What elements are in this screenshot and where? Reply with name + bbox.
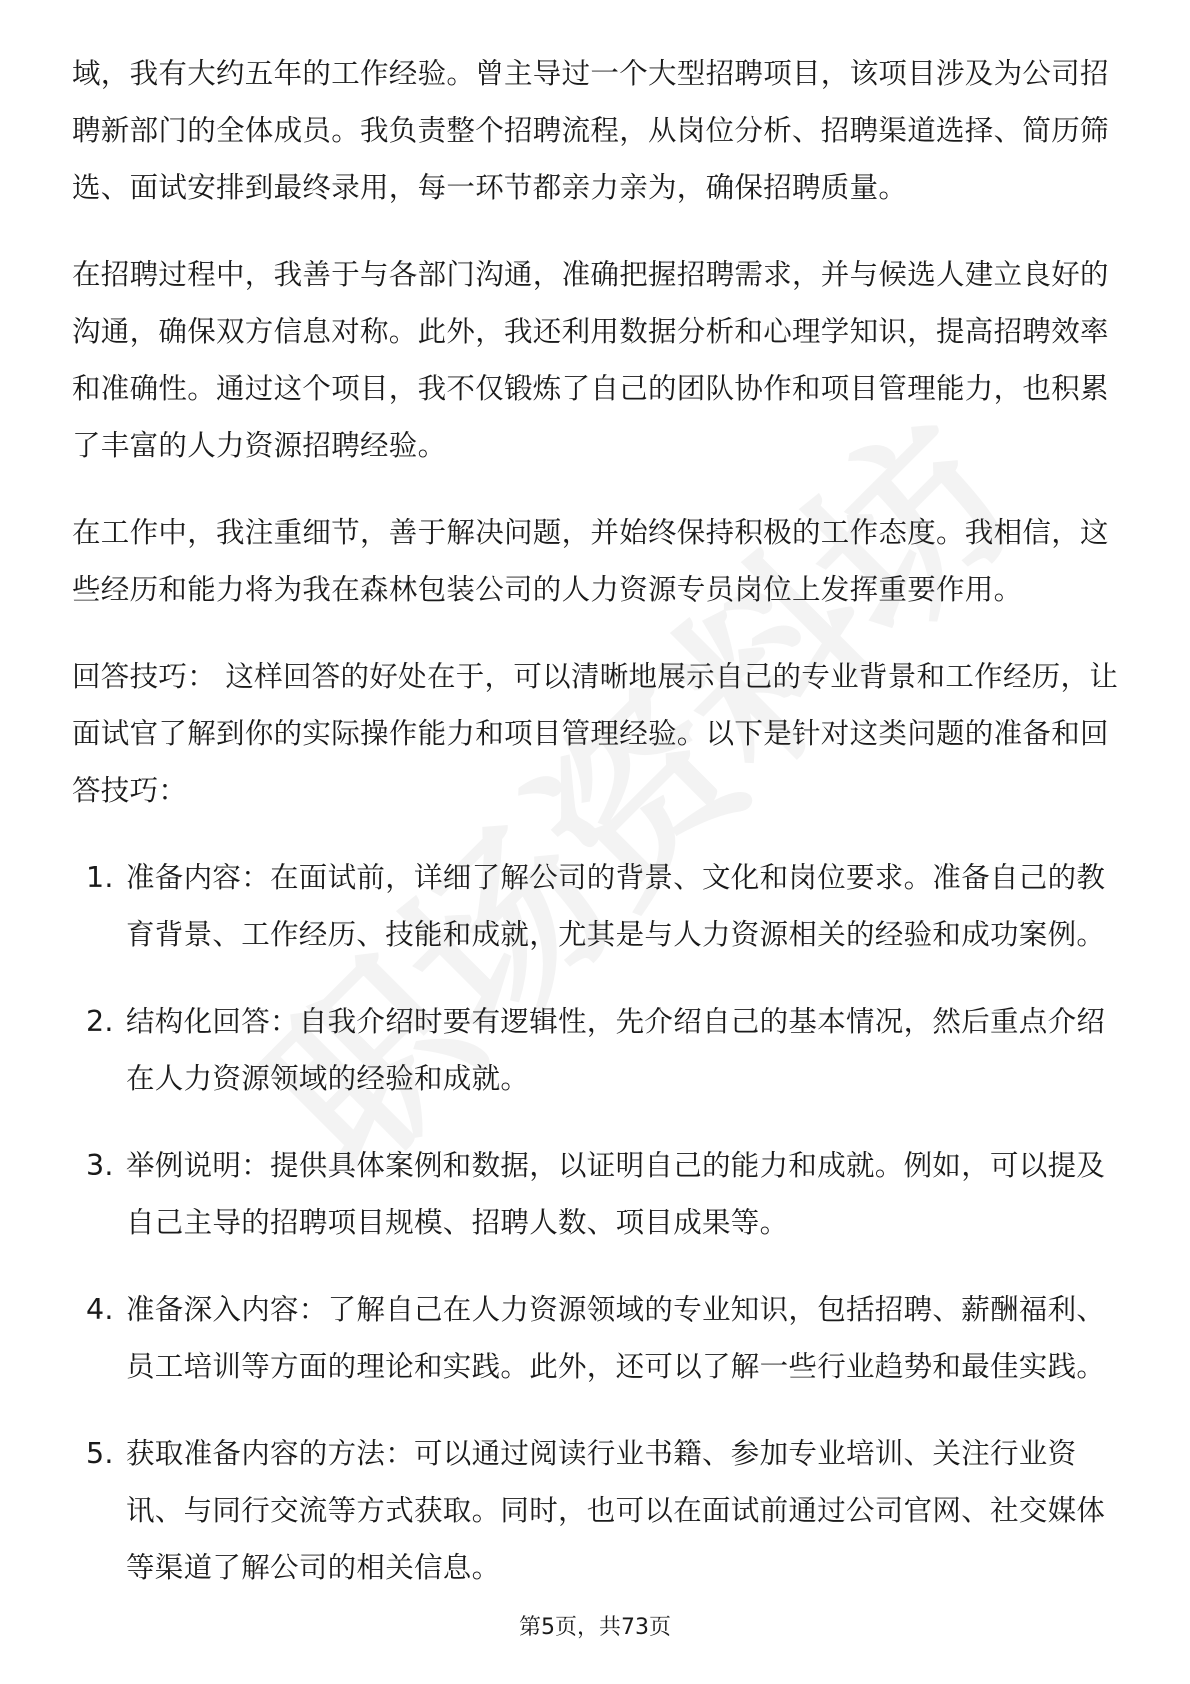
page-number: 第5页，共73页 — [519, 1615, 671, 1640]
list-item-number: 1. — [86, 861, 114, 894]
list-item-text: 举例说明：提供具体案例和数据，以证明自己的能力和成就。例如，可以提及自己主导的招聘项目规模、招聘人数、项目成果等。 — [126, 1149, 1106, 1239]
list-item — [72, 1425, 1122, 1596]
list-item — [72, 993, 1122, 1107]
paragraph-answer-tips: 回答技巧： 这样回答的好处在于，可以清晰地展示自己的专业背景和工作经历，让面试官了解到你的实际操作能力和项目管理经验。以下是针对这类问题的准备和回答技巧： — [72, 660, 1119, 807]
list-item — [72, 1137, 1122, 1251]
list-item — [72, 849, 1122, 963]
tips-list — [72, 849, 1122, 1596]
list-item-number: 2. — [86, 1005, 114, 1038]
list-item-number: 3. — [86, 1149, 114, 1182]
list-item-text: 准备内容：在面试前，详细了解公司的背景、文化和岗位要求。准备自己的教育背景、工作经历、技能和成就，尤其是与人力资源相关的经验和成功案例。 — [126, 861, 1106, 951]
list-item-text: 获取准备内容的方法：可以通过阅读行业书籍、参加专业培训、关注行业资讯、与同行交流等方式获取。同时，也可以在面试前通过公司官网、社交媒体等渠道了解公司的相关信息。 — [126, 1437, 1106, 1584]
list-item-number: 5. — [86, 1437, 114, 1470]
document-body — [72, 45, 1122, 1626]
list-item — [72, 1281, 1122, 1395]
list-item-text: 准备深入内容：了解自己在人力资源领域的专业知识，包括招聘、薪酬福利、员工培训等方面的理论和实践。此外，还可以了解一些行业趋势和最佳实践。 — [126, 1293, 1106, 1383]
paragraph-experience: 域，我有大约五年的工作经验。曾主导过一个大型招聘项目，该项目涉及为公司招聘新部门的全体成员。我负责整个招聘流程，从岗位分析、招聘渠道选择、简历筛选、面试安排到最终录用，每一环节都亲力亲为，确保招聘质量。 — [72, 57, 1109, 204]
paragraph-work-attitude: 在工作中，我注重细节，善于解决问题，并始终保持积极的工作态度。我相信，这些经历和能力将为我在森林包装公司的人力资源专员岗位上发挥重要作用。 — [72, 516, 1109, 606]
list-item-text: 结构化回答：自我介绍时要有逻辑性，先介绍自己的基本情况，然后重点介绍在人力资源领域的经验和成就。 — [126, 1005, 1106, 1095]
paragraph-recruiting-process: 在招聘过程中，我善于与各部门沟通，准确把握招聘需求，并与候选人建立良好的沟通，确保双方信息对称。此外，我还利用数据分析和心理学知识，提高招聘效率和准确性。通过这个项目，我不仅锻炼了自己的团队协作和项目管理能力，也积累了丰富的人力资源招聘经验。 — [72, 258, 1109, 462]
list-item-number: 4. — [86, 1293, 114, 1326]
